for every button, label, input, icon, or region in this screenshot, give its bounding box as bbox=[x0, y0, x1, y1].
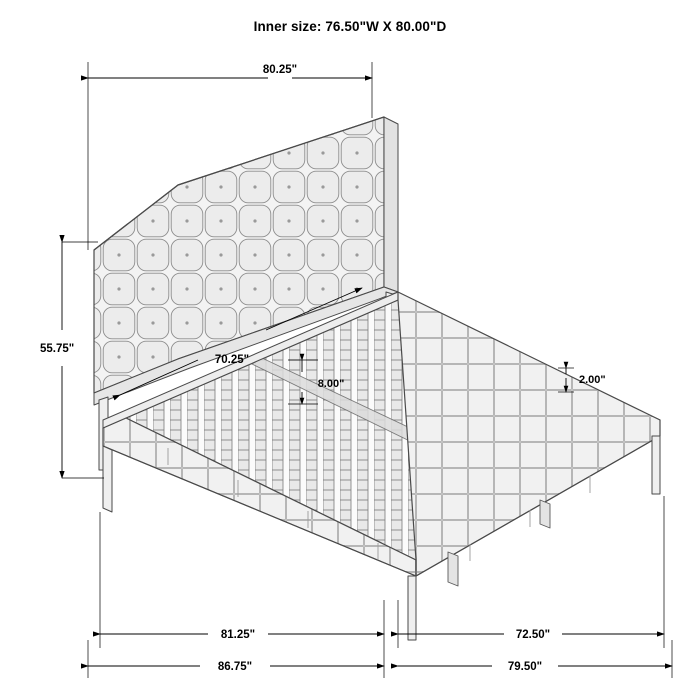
dim-label-overall-length-left: 86.75" bbox=[217, 661, 253, 673]
dim-label-mattress-width: 70.25" bbox=[214, 354, 250, 366]
dim-label-rail-thickness: 2.00" bbox=[579, 374, 606, 386]
dim-label-headboard-width: 80.25" bbox=[262, 64, 298, 76]
dim-label-side-rail-length: 81.25" bbox=[220, 629, 256, 641]
dim-label-slat-height: 8.00" bbox=[317, 378, 345, 390]
dim-label-footboard-depth: 72.50" bbox=[515, 629, 551, 641]
dim-label-overall-length-right: 79.50" bbox=[507, 661, 543, 673]
page-title: Inner size: 76.50"W X 80.00"D bbox=[253, 19, 447, 34]
dim-label-overall-height: 55.75" bbox=[40, 343, 75, 355]
